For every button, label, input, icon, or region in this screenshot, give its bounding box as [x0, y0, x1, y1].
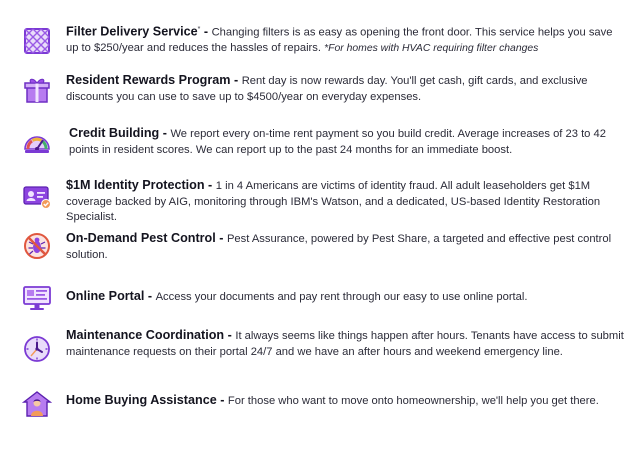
- service-title: Resident Rewards Program: [66, 73, 231, 87]
- service-description: For those who want to move onto homeownership, we'll help you get there.: [227, 395, 599, 407]
- identity-card-icon: [22, 181, 52, 211]
- title-separator: -: [215, 231, 227, 245]
- monitor-icon: [22, 283, 52, 313]
- service-description: Rent day is now rewards day. You'll get cash, gift cards, and exclusive discounts you can use to save up to $4500/year on everyday expenses.: [66, 75, 588, 103]
- service-text: [69, 126, 629, 158]
- title-separator: -: [144, 289, 156, 303]
- service-title: Filter Delivery Service: [66, 24, 198, 39]
- service-text: [66, 393, 626, 410]
- home-person-icon: [22, 389, 52, 419]
- service-description: It always seems like things happen after hours. Tenants have access to submit maintenance requests on their portal 24/7 and we have an after hours and weekend emergency line.: [66, 330, 624, 358]
- service-title: Online Portal: [66, 289, 145, 303]
- service-description: We report every on-time rent payment so you build credit. Average increases of 23 to 42 points in resident scores. We can report up to the past 24 months for an immediate boost.: [69, 128, 606, 156]
- title-asterisk: *: [197, 26, 201, 33]
- service-title: On-Demand Pest Control: [66, 231, 216, 245]
- title-separator: -: [230, 73, 242, 87]
- title-separator: -: [159, 126, 171, 140]
- service-text: [66, 73, 626, 105]
- service-description: Pest Assurance, powered by Pest Share, a targeted and effective pest control solution.: [66, 233, 612, 261]
- title-separator: -: [224, 328, 236, 342]
- title-separator: -: [200, 24, 212, 39]
- credit-gauge-icon: [22, 128, 52, 158]
- service-text: [66, 178, 626, 226]
- service-text: [66, 289, 626, 306]
- service-title: Credit Building: [69, 126, 160, 140]
- service-description: Access your documents and pay rent through our easy to use online portal.: [155, 291, 528, 303]
- service-description: 1 in 4 Americans are victims of identity fraud. All adult leaseholders get $1M coverage backed by AIG, monitoring through IBM's Watson, and a dedicated, US-based Identity Restoration Specialist.: [66, 180, 601, 223]
- service-title: Maintenance Coordination: [66, 328, 225, 342]
- clock-icon: [22, 334, 52, 364]
- service-text: [66, 328, 626, 360]
- title-separator: -: [204, 178, 216, 192]
- service-title: Home Buying Assistance: [66, 393, 217, 407]
- service-text: [66, 22, 626, 57]
- title-separator: -: [216, 393, 228, 407]
- filter-grid-icon: [22, 26, 52, 56]
- no-bug-icon: [22, 231, 52, 261]
- service-description: Changing filters is as easy as opening the front door. This service helps you save up to $250/year and reduces the hassles of repairs.: [66, 26, 613, 55]
- service-text: [66, 231, 626, 263]
- gift-box-icon: [22, 75, 52, 105]
- service-title: $1M Identity Protection: [66, 178, 205, 192]
- service-note: *For homes with HVAC requiring filter changes: [324, 43, 539, 55]
